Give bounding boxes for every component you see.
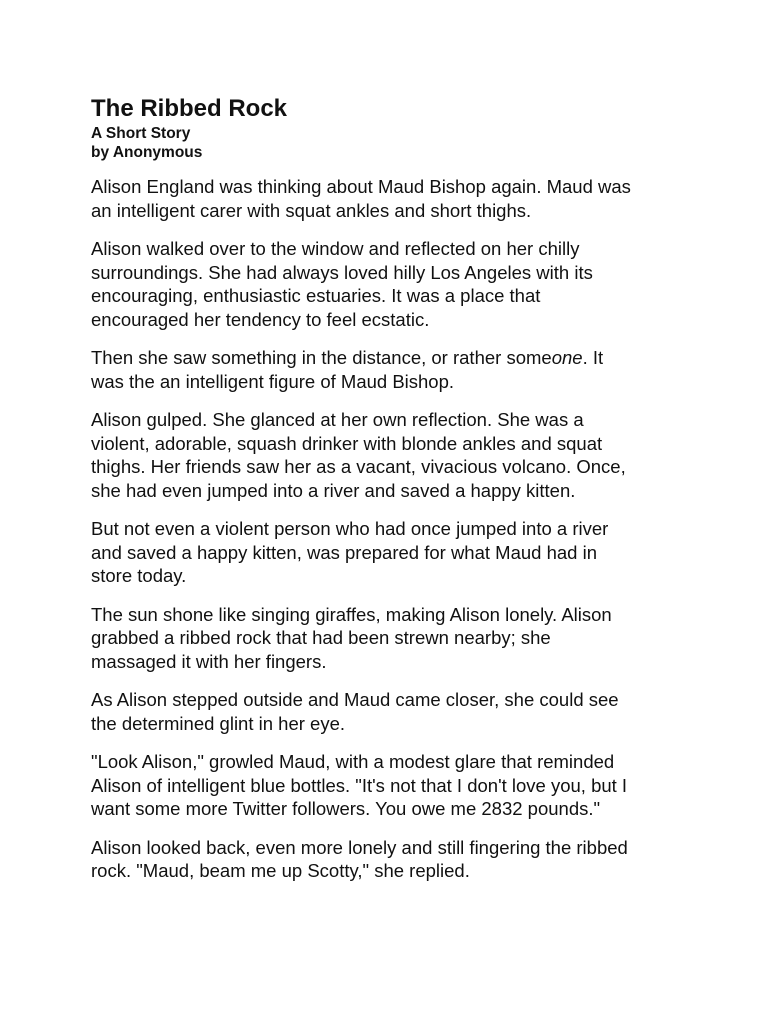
paragraph-line: store today. — [91, 565, 187, 586]
paragraph-line: encouraged her tendency to feel ecstatic. — [91, 308, 430, 330]
paragraph-line: rock. "Maud, beam me up Scotty," she replied. — [91, 860, 470, 881]
paragraph-line: "Look Alison," growled Maud, with a modest glare that reminded — [91, 751, 615, 772]
paragraph-9 — [91, 836, 691, 883]
paragraph-line: Alison gulped. She glanced at her own reflection. She was a — [91, 409, 584, 430]
paragraph-line: Alison walked over to the window and reflected on her chilly — [91, 238, 580, 259]
paragraph-line: Then she saw something in the distance, or rather some — [91, 347, 552, 368]
paragraph-8 — [91, 750, 691, 821]
paragraph-1 — [91, 175, 691, 222]
paragraph-7 — [91, 688, 691, 735]
paragraph-line: want some more Twitter followers. You owe me 2832 pounds." — [91, 798, 601, 819]
paragraph-4 — [91, 408, 691, 502]
paragraph-line: surroundings. She had always loved hilly Los Angeles with its — [91, 261, 593, 283]
paragraph-line: But not even a violent person who had once jumped into a river — [91, 518, 609, 539]
story-byline: by Anonymous — [91, 144, 203, 161]
paragraph-6 — [91, 603, 691, 674]
paragraph-line: Alison of intelligent blue bottles. "It's not that I don't love you, but I — [91, 774, 628, 796]
paragraph-line: thighs. Her friends saw her as a vacant, vivacious volcano. Once, — [91, 456, 626, 477]
story-body — [91, 175, 691, 883]
paragraph-3 — [91, 346, 691, 393]
paragraph-line: violent, adorable, squash drinker with blonde ankles and squat — [91, 432, 603, 454]
paragraph-line: she had even jumped into a river and saved a happy kitten. — [91, 479, 576, 501]
story-title: The Ribbed Rock — [91, 95, 288, 122]
paragraph-line: The sun shone like singing giraffes, making Alison lonely. Alison — [91, 603, 612, 625]
paragraph-2 — [91, 237, 691, 331]
paragraph-line: Alison looked back, even more lonely and still fingering the ribbed — [91, 836, 628, 858]
paragraph-line: an intelligent carer with squat ankles and short thighs. — [91, 199, 532, 221]
emphasized-word: one — [551, 347, 583, 368]
paragraph-line: was the an intelligent figure of Maud Bishop. — [91, 370, 455, 392]
paragraph-line: the determined glint in her eye. — [91, 712, 346, 734]
story-subtitle: A Short Story — [91, 125, 191, 142]
paragraph-line: Alison England was thinking about Maud Bishop again. Maud was — [91, 176, 631, 197]
paragraph-line: As Alison stepped outside and Maud came closer, she could see — [91, 689, 619, 710]
document-page — [91, 94, 691, 898]
paragraph-line: grabbed a ribbed rock that had been strewn nearby; she — [91, 627, 551, 648]
paragraph-line-end: . It — [582, 347, 604, 368]
paragraph-line: encouraging, enthusiastic estuaries. It was a place that — [91, 285, 541, 306]
paragraph-5 — [91, 517, 691, 588]
paragraph-line: and saved a happy kitten, was prepared for what Maud had in — [91, 541, 597, 563]
paragraph-line: massaged it with her fingers. — [91, 650, 327, 672]
